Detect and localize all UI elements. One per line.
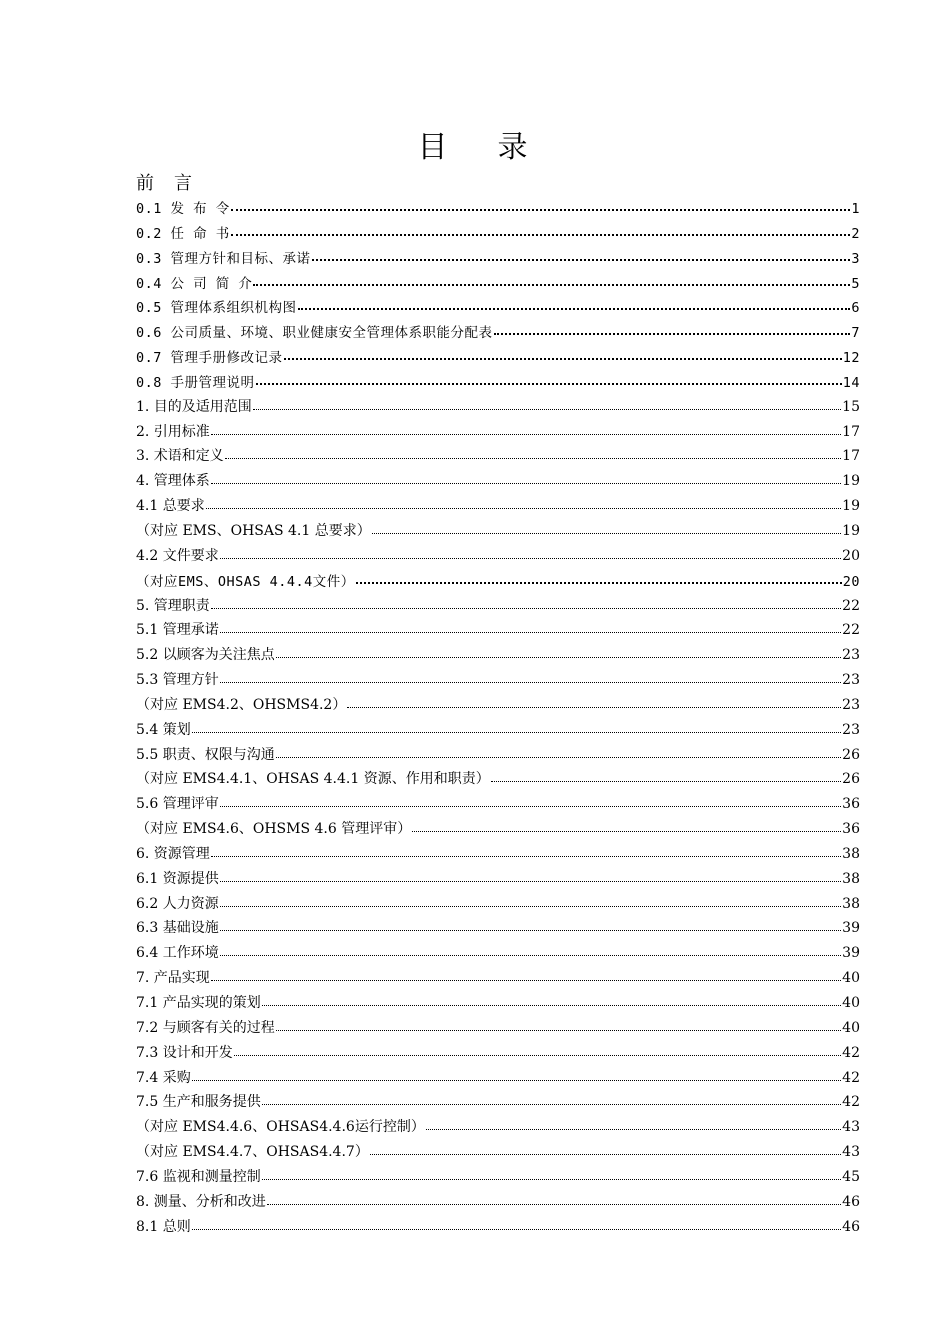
toc-entry-page-number: 19 — [842, 522, 860, 539]
toc-entry-page-number: 12 — [842, 350, 860, 367]
toc-dot-leader — [356, 572, 842, 586]
toc-dot-leader — [491, 769, 841, 783]
toc-dot-leader — [426, 1117, 841, 1131]
toc-entry-label: 5.2 以顾客为关注焦点 — [136, 647, 275, 664]
toc-entry-label: （对应 EMS4.4.7、OHSAS4.4.7） — [136, 1144, 369, 1161]
toc-entry[interactable] — [136, 1116, 860, 1141]
toc-entry[interactable] — [136, 1216, 860, 1241]
toc-entry[interactable] — [136, 719, 860, 744]
preface-heading: 前言 — [136, 173, 212, 194]
table-of-contents — [136, 197, 860, 1240]
toc-dot-leader — [276, 645, 841, 659]
toc-entry[interactable] — [136, 893, 860, 918]
toc-entry[interactable] — [136, 321, 860, 346]
toc-entry[interactable] — [136, 371, 860, 396]
toc-entry-page-number: 1 — [851, 201, 860, 217]
toc-entry[interactable] — [136, 843, 860, 868]
toc-entry[interactable] — [136, 793, 860, 818]
toc-entry[interactable] — [136, 1166, 860, 1191]
toc-entry[interactable] — [136, 346, 860, 371]
toc-entry-label: 6.4 工作环境 — [136, 945, 219, 962]
toc-dot-leader — [276, 745, 841, 759]
toc-entry-label: （对应 EMS4.4.6、OHSAS4.4.6运行控制） — [136, 1119, 425, 1136]
page-title: 目录 — [417, 130, 578, 165]
toc-entry-page-number: 39 — [842, 920, 860, 937]
toc-dot-leader — [220, 943, 841, 957]
toc-entry-label: 0.7 管理手册修改记录 — [136, 350, 283, 367]
toc-entry-label: 8.1 总则 — [136, 1218, 191, 1235]
toc-entry-page-number: 19 — [842, 473, 860, 490]
toc-entry-label: 7.6 监视和测量控制 — [136, 1168, 261, 1185]
toc-entry-page-number: 42 — [842, 1044, 860, 1061]
toc-entry[interactable] — [136, 197, 860, 222]
toc-dot-leader — [225, 446, 841, 460]
toc-entry-page-number: 22 — [842, 622, 860, 639]
toc-entry-page-number: 43 — [842, 1119, 860, 1136]
toc-entry[interactable] — [136, 1042, 860, 1067]
toc-entry[interactable] — [136, 694, 860, 719]
toc-entry-label: 7.1 产品实现的策划 — [136, 995, 261, 1011]
toc-dot-leader — [220, 869, 841, 883]
toc-entry-page-number: 42 — [842, 1069, 860, 1086]
toc-entry-label: （对应 EMS、OHSAS 4.1 总要求） — [136, 522, 371, 539]
toc-dot-leader — [192, 1068, 841, 1082]
toc-entry-page-number: 3 — [851, 250, 860, 267]
toc-entry-label: 7.4 采购 — [136, 1069, 191, 1086]
toc-entry[interactable] — [136, 818, 860, 843]
toc-entry-page-number: 39 — [842, 945, 860, 962]
toc-entry[interactable] — [136, 619, 860, 644]
toc-entry[interactable] — [136, 1091, 860, 1116]
toc-dot-leader — [284, 348, 842, 362]
toc-dot-leader — [192, 1217, 841, 1231]
toc-entry-label: 0.5 管理体系组织机构图 — [136, 300, 297, 317]
toc-entry[interactable] — [136, 545, 860, 570]
toc-entry-label: 4. 管理体系 — [136, 473, 210, 490]
toc-entry[interactable] — [136, 520, 860, 545]
toc-entry-label: 0.6 公司质量、环境、职业健康安全管理体系职能分配表 — [136, 325, 493, 342]
toc-entry-page-number: 2 — [851, 225, 860, 242]
toc-entry[interactable] — [136, 1191, 860, 1216]
toc-entry[interactable] — [136, 868, 860, 893]
toc-dot-leader — [211, 968, 841, 982]
toc-entry[interactable] — [136, 1067, 860, 1092]
toc-entry[interactable] — [136, 669, 860, 694]
toc-entry-page-number: 23 — [842, 647, 860, 664]
toc-entry-label: 0.1 发 布 令 — [136, 201, 230, 217]
toc-entry[interactable] — [136, 222, 860, 247]
toc-entry[interactable] — [136, 768, 860, 793]
toc-dot-leader — [267, 1192, 841, 1206]
toc-dot-leader — [220, 918, 841, 932]
toc-entry-page-number: 38 — [842, 870, 860, 887]
toc-entry-page-number: 36 — [842, 796, 860, 813]
toc-dot-leader — [412, 819, 841, 833]
toc-entry-page-number: 40 — [842, 1019, 860, 1036]
toc-entry-page-number: 26 — [842, 771, 860, 788]
toc-dot-leader — [231, 224, 851, 238]
toc-dot-leader — [372, 521, 841, 535]
toc-entry[interactable] — [136, 272, 860, 297]
toc-entry-label: 6. 资源管理 — [136, 845, 210, 862]
toc-entry-label: 7.3 设计和开发 — [136, 1044, 233, 1061]
toc-entry-page-number: 17 — [842, 448, 860, 465]
toc-entry-label: （对应EMS、OHSAS 4.4.4文件） — [136, 573, 355, 590]
toc-entry[interactable] — [136, 470, 860, 495]
toc-entry-page-number: 40 — [842, 970, 860, 987]
toc-entry-page-number: 15 — [842, 398, 860, 415]
toc-entry-label: 2. 引用标准 — [136, 423, 210, 440]
toc-entry-label: 6.1 资源提供 — [136, 870, 219, 887]
toc-dot-leader — [192, 720, 841, 734]
toc-dot-leader — [262, 1167, 841, 1181]
toc-dot-leader — [211, 471, 841, 485]
toc-dot-leader — [347, 695, 841, 709]
toc-entry-page-number: 14 — [842, 374, 860, 391]
toc-entry-page-number: 5 — [851, 275, 860, 292]
toc-entry-page-number: 6 — [851, 300, 860, 317]
toc-entry-label: 0.4 公 司 简 介 — [136, 275, 253, 292]
toc-entry-page-number: 22 — [842, 597, 860, 614]
toc-entry[interactable] — [136, 942, 860, 967]
toc-dot-leader — [262, 993, 841, 1007]
toc-entry-label: 5.5 职责、权限与沟通 — [136, 746, 275, 763]
toc-entry-label: 4.1 总要求 — [136, 498, 205, 515]
toc-entry[interactable] — [136, 570, 860, 595]
toc-entry-page-number: 7 — [851, 325, 860, 342]
toc-entry-label: （对应 EMS4.6、OHSMS 4.6 管理评审） — [136, 821, 412, 838]
toc-dot-leader — [253, 397, 841, 411]
toc-entry-label: 7. 产品实现 — [136, 970, 210, 987]
toc-entry-page-number: 40 — [842, 995, 860, 1011]
toc-entry-label: 1. 目的及适用范围 — [136, 398, 252, 415]
toc-entry-label: 5.3 管理方针 — [136, 672, 219, 689]
toc-entry[interactable] — [136, 1017, 860, 1042]
toc-entry[interactable] — [136, 396, 860, 421]
toc-entry-label: 0.3 管理方针和目标、承诺 — [136, 250, 311, 267]
toc-entry-label: 0.2 任 命 书 — [136, 225, 230, 242]
toc-dot-leader — [276, 1018, 841, 1032]
toc-dot-leader — [494, 323, 851, 337]
toc-entry-label: 7.5 生产和服务提供 — [136, 1094, 261, 1111]
toc-entry[interactable] — [136, 421, 860, 446]
toc-entry-label: 8. 测量、分析和改进 — [136, 1193, 266, 1210]
toc-dot-leader — [211, 596, 841, 610]
toc-dot-leader — [312, 249, 851, 263]
toc-entry[interactable] — [136, 595, 860, 620]
toc-entry-label: 0.8 手册管理说明 — [136, 374, 255, 391]
toc-entry-page-number: 20 — [842, 573, 860, 590]
toc-entry[interactable] — [136, 247, 860, 272]
toc-entry-page-number: 26 — [842, 746, 860, 763]
toc-entry-label: 7.2 与顾客有关的过程 — [136, 1019, 275, 1036]
toc-dot-leader — [206, 496, 841, 510]
toc-entry-page-number: 38 — [842, 845, 860, 862]
toc-entry-label: 5.1 管理承诺 — [136, 622, 219, 639]
toc-entry-page-number: 46 — [842, 1193, 860, 1210]
toc-entry-label: 5.4 策划 — [136, 721, 191, 738]
toc-dot-leader — [256, 373, 842, 387]
toc-entry-page-number: 46 — [842, 1218, 860, 1235]
toc-dot-leader — [211, 844, 841, 858]
toc-entry-label: 5. 管理职责 — [136, 597, 210, 614]
toc-dot-leader — [253, 274, 850, 288]
toc-entry-page-number: 19 — [842, 498, 860, 515]
toc-dot-leader — [220, 670, 841, 684]
toc-entry-label: （对应 EMS4.4.1、OHSAS 4.4.1 资源、作用和职责） — [136, 771, 490, 788]
toc-entry-label: 5.6 管理评审 — [136, 796, 219, 813]
toc-dot-leader — [211, 422, 841, 436]
toc-entry-page-number: 17 — [842, 423, 860, 440]
toc-entry[interactable] — [136, 1141, 860, 1166]
toc-entry-label: 6.3 基础设施 — [136, 920, 219, 937]
toc-entry-label: 6.2 人力资源 — [136, 895, 219, 912]
toc-entry[interactable] — [136, 744, 860, 769]
toc-dot-leader — [220, 620, 841, 634]
toc-entry-page-number: 36 — [842, 821, 860, 838]
toc-entry[interactable] — [136, 495, 860, 520]
toc-entry-page-number: 38 — [842, 895, 860, 912]
toc-dot-leader — [220, 894, 841, 908]
toc-dot-leader — [220, 794, 841, 808]
toc-entry-label: （对应 EMS4.2、OHSMS4.2） — [136, 696, 347, 713]
toc-entry[interactable] — [136, 644, 860, 669]
toc-entry-page-number: 23 — [842, 696, 860, 713]
toc-entry[interactable] — [136, 967, 860, 992]
toc-entry[interactable] — [136, 917, 860, 942]
toc-dot-leader — [234, 1043, 841, 1057]
toc-dot-leader — [370, 1142, 841, 1156]
toc-entry-label: 3. 术语和定义 — [136, 448, 224, 465]
toc-entry-page-number: 20 — [842, 547, 860, 564]
toc-entry-page-number: 23 — [842, 672, 860, 689]
toc-entry-page-number: 43 — [842, 1144, 860, 1161]
toc-entry[interactable] — [136, 296, 860, 321]
toc-entry-page-number: 45 — [842, 1168, 860, 1185]
toc-dot-leader — [220, 546, 841, 560]
toc-entry-page-number: 42 — [842, 1094, 860, 1111]
toc-dot-leader — [298, 298, 851, 312]
toc-entry[interactable] — [136, 445, 860, 470]
toc-dot-leader — [231, 199, 851, 213]
toc-entry-page-number: 23 — [842, 721, 860, 738]
toc-entry-label: 4.2 文件要求 — [136, 547, 219, 564]
toc-entry[interactable] — [136, 992, 860, 1017]
toc-dot-leader — [262, 1092, 841, 1106]
